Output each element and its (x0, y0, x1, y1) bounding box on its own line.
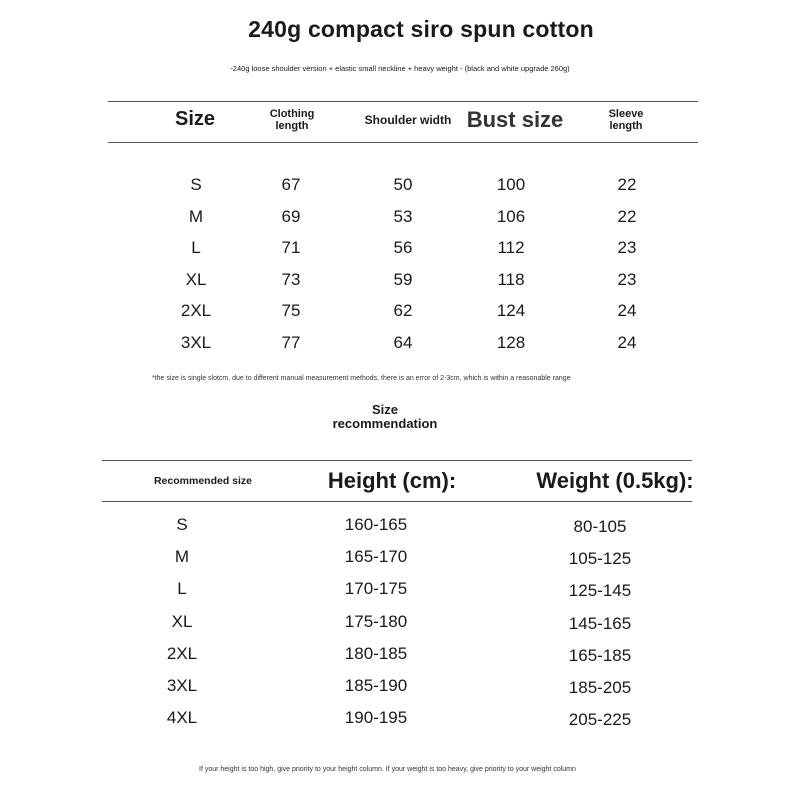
shoulder-width-cell: 64 (393, 333, 413, 352)
clothing-length-cell: 77 (281, 333, 301, 352)
page-title: 240g compact siro spun cotton (248, 16, 594, 42)
height-cell: 170-175 (344, 579, 408, 599)
size-cell: M (188, 206, 204, 226)
recommended-size-cell: S (176, 515, 188, 534)
weight-header: Weight (0.5kg): (536, 468, 694, 493)
shoulder-width-header: Shoulder width (364, 113, 452, 127)
bust-size-cell: 112 (497, 238, 525, 258)
height-cell: 175-180 (344, 611, 408, 631)
shoulder-width-cell: 59 (393, 269, 413, 289)
size-cell: L (191, 238, 201, 258)
footer-note: If your height is too high, give priority to your height column. If your weight is too heavy, give priority to your weight column (199, 766, 576, 773)
sleeve-length-cell: 22 (617, 206, 637, 226)
bust-size-cell: 118 (497, 269, 525, 289)
shoulder-width-cell: 53 (393, 206, 413, 226)
clothing-length-cell: 73 (281, 269, 301, 289)
recommendation-table-top-rule (102, 460, 692, 461)
weight-cell: 80-105 (573, 517, 627, 536)
clothing-length-cell: 69 (281, 206, 301, 226)
clothing-length-cell: 67 (281, 175, 301, 194)
clothing-length-cell: 71 (281, 238, 301, 258)
shoulder-width-cell: 62 (393, 301, 413, 321)
height-cell: 180-185 (344, 643, 408, 663)
recommended-size-cell: 4XL (166, 708, 198, 728)
sleeve-length-cell: 24 (617, 333, 637, 352)
recommended-size-cell: XL (171, 611, 193, 631)
weight-cell: 125-145 (568, 581, 632, 601)
weight-cell: 205-225 (568, 710, 632, 730)
size-header: Size (174, 108, 216, 130)
weight-cell: 145-165 (568, 613, 632, 633)
size-table-header-rule (108, 142, 698, 143)
recommended-size-header: Recommended size (153, 475, 253, 487)
size-cell: 3XL (180, 333, 212, 352)
page-subtitle: -240g loose shoulder version + elastic small neckline + heavy weight - (black and white upgrade 260g) (230, 64, 570, 73)
bust-size-cell: 128 (496, 333, 526, 352)
recommendation-table-header-rule (102, 501, 692, 502)
recommended-size-cell: M (174, 547, 190, 567)
bust-size-cell: 106 (496, 206, 526, 226)
shoulder-width-cell: 56 (393, 238, 413, 258)
weight-cell: 165-185 (568, 645, 632, 665)
recommended-size-cell: 2XL (166, 643, 198, 663)
height-cell: 165-170 (344, 547, 408, 567)
recommendation-heading: Size recommendation (332, 402, 438, 431)
clothing-length-cell: 75 (281, 301, 301, 321)
height-cell: 160-165 (344, 515, 408, 534)
bust-size-cell: 124 (496, 301, 526, 321)
size-cell: S (190, 175, 202, 194)
sleeve-length-cell: 22 (617, 175, 637, 194)
sleeve-length-cell: 24 (617, 301, 637, 321)
bust-size-cell: 100 (496, 175, 526, 194)
shoulder-width-cell: 50 (393, 175, 413, 194)
size-table-note: *the size is single slotcm. due to different manual measurement methods, there is an error of 2-3cm, which is within a reasonable range (152, 375, 571, 382)
bust-size-header: Bust size (466, 107, 564, 132)
clothing-length-header: Clothing length (269, 108, 315, 132)
size-cell: XL (185, 269, 207, 289)
recommended-size-cell: L (177, 579, 187, 599)
height-cell: 190-195 (344, 708, 408, 728)
sleeve-length-cell: 23 (617, 269, 637, 289)
weight-cell: 105-125 (568, 549, 632, 569)
sleeve-length-header: Sleeve length (608, 108, 644, 132)
size-cell: 2XL (180, 301, 212, 321)
height-header: Height (cm): (327, 468, 457, 493)
recommended-size-cell: 3XL (166, 676, 198, 695)
sleeve-length-cell: 23 (617, 238, 637, 258)
height-cell: 185-190 (344, 676, 408, 695)
weight-cell: 185-205 (568, 678, 632, 697)
size-table-top-rule (108, 101, 698, 102)
